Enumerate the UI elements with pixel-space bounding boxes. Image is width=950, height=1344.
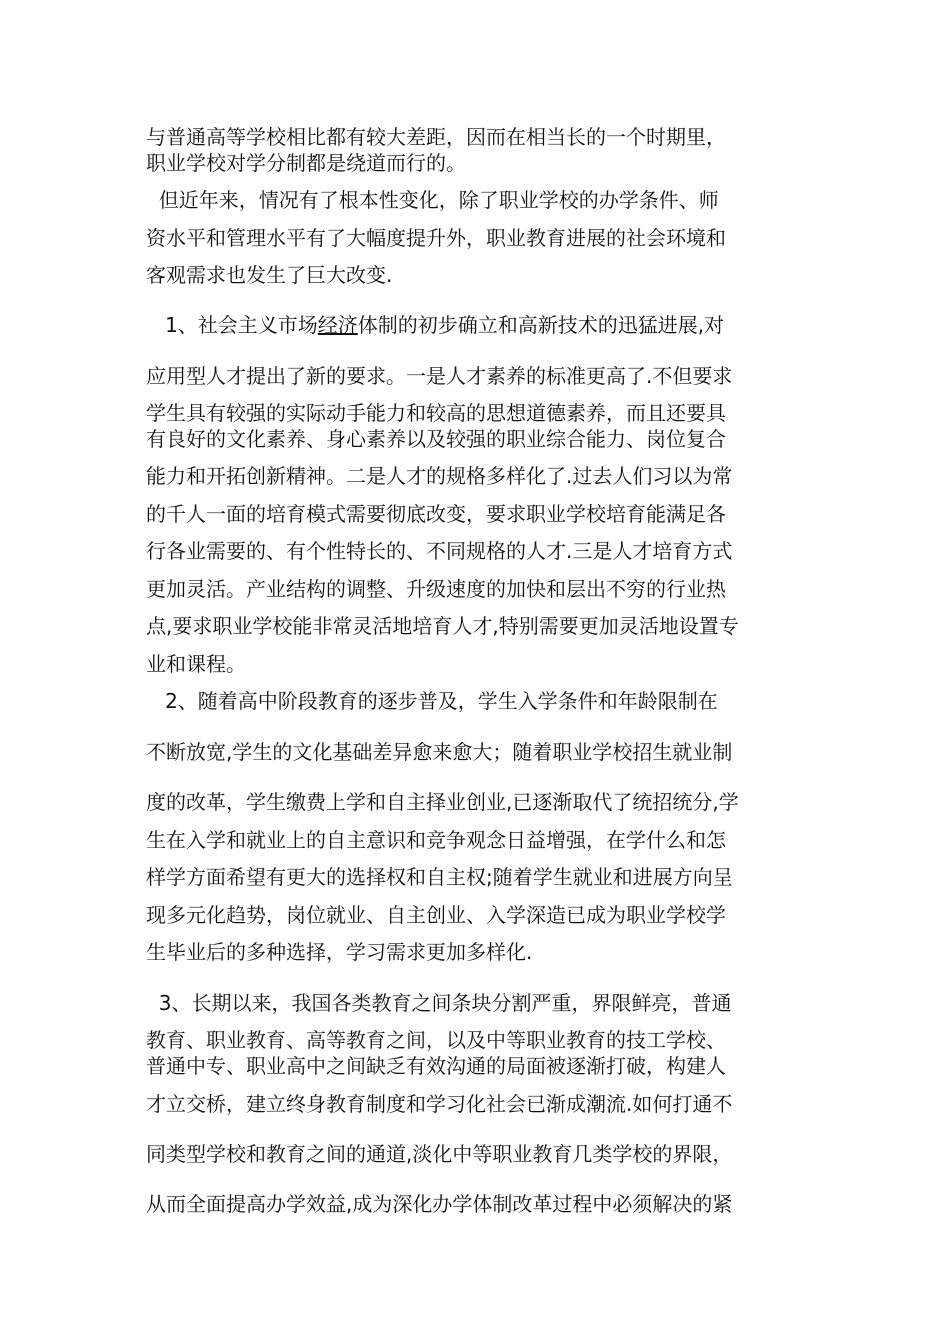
text-line: 不断放宽,学生的文化基础差异愈来愈大；随着职业学校招生就业制 xyxy=(146,740,733,764)
text-segment: 1、社会主义市场 xyxy=(146,313,318,337)
text-line: 教育、职业教育、高等教育之间，以及中等职业教育的技工学校、 xyxy=(146,1028,726,1052)
text-line: 的千人一面的培育模式需要彻底改变，要求职业学校培育能满足各 xyxy=(146,502,726,526)
text-line-with-link xyxy=(146,313,724,337)
text-line: 资水平和管理水平有了大幅度提升外，职业教育进展的社会环境和 xyxy=(146,226,726,250)
text-line: 业和课程。 xyxy=(146,652,246,676)
text-line: 现多元化趋势，岗位就业、自主创业、入学深造已成为职业学校学 xyxy=(146,903,726,927)
text-line: 才立交桥，建立终身教育制度和学习化社会已渐成潮流.如何打通不 xyxy=(146,1092,733,1116)
text-line: 点,要求职业学校能非常灵活地培育人才,特别需要更加灵活地设置专 xyxy=(146,614,739,638)
text-line: 更加灵活。产业结构的调整、升级速度的加快和层出不穷的行业热 xyxy=(146,577,726,601)
text-line: 生毕业后的多种选择，学习需求更加多样化. xyxy=(146,940,533,964)
text-line: 行各业需要的、有个性特长的、不同规格的人才.三是人才培育方式 xyxy=(146,539,733,563)
text-line: 生在入学和就业上的自主意识和竞争观念日益增强，在学什么和怎 xyxy=(146,828,726,852)
text-line: 从而全面提高办学效益,成为深化办学体制改革过程中必须解决的紧 xyxy=(146,1192,733,1216)
text-line: 职业学校对学分制都是绕道而行的。 xyxy=(146,151,466,175)
text-line: 应用型人才提出了新的要求。一是人才素养的标准更高了.不但要求 xyxy=(146,364,733,388)
text-line: 客观需求也发生了巨大改变. xyxy=(146,263,393,287)
text-line: 2、随着高中阶段教育的逐步普及，学生入学条件和年龄限制在 xyxy=(146,689,718,713)
text-line: 但近年来，情况有了根本性变化，除了职业学校的办学条件、师 xyxy=(146,188,719,212)
text-line: 同类型学校和教育之间的通道,淡化中等职业教育几类学校的界限， xyxy=(146,1142,733,1166)
text-line: 能力和开拓创新精神。二是人才的规格多样化了.过去人们习以为常 xyxy=(146,464,733,488)
economy-link[interactable]: 经济 xyxy=(317,313,358,337)
text-line: 3、长期以来，我国各类教育之间条块分割严重，界限鲜亮，普通 xyxy=(146,991,732,1015)
text-line: 有良好的文化素养、身心素养以及较强的职业综合能力、岗位复合 xyxy=(146,427,726,451)
text-line: 度的改革，学生缴费上学和自主择业创业,已逐渐取代了统招统分,学 xyxy=(146,790,739,814)
text-line: 与普通高等学校相比都有较大差距，因而在相当长的一个时期里， xyxy=(146,125,726,149)
text-line: 普通中专、职业高中之间缺乏有效沟通的局面被逐渐打破，构建人 xyxy=(146,1054,726,1078)
text-line: 样学方面希望有更大的选择权和自主权;随着学生就业和进展方向呈 xyxy=(146,865,733,889)
text-line: 学生具有较强的实际动手能力和较高的思想道德素养，而且还要具 xyxy=(146,401,726,425)
text-segment: 体制的初步确立和高新技术的迅猛进展,对 xyxy=(357,313,725,337)
